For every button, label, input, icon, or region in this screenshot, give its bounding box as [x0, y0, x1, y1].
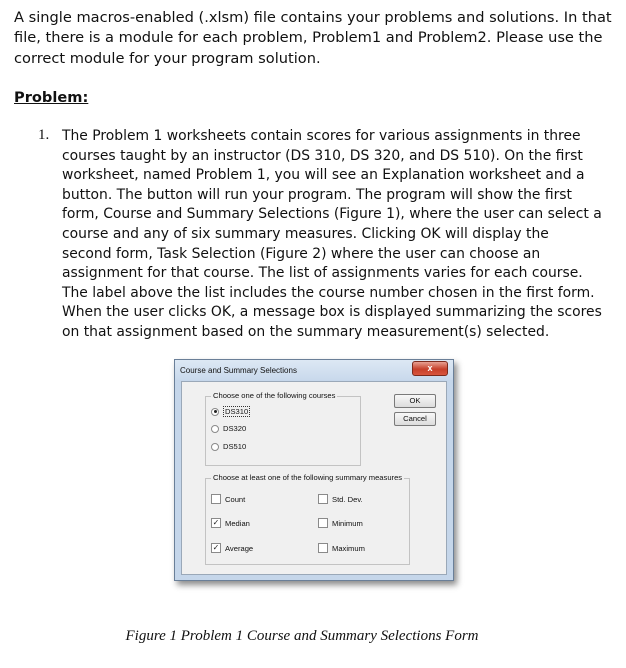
measure-median[interactable] — [211, 518, 250, 528]
measure-label: Count — [225, 494, 246, 504]
figure-caption: Figure 1 Problem 1 Course and Summary Selections Form — [125, 628, 479, 644]
measure-maximum[interactable] — [318, 543, 365, 553]
checkbox[interactable] — [211, 494, 221, 504]
measure-label: Minimum — [332, 518, 363, 528]
measure-label: Std. Dev. — [332, 494, 363, 504]
checkbox[interactable] — [318, 494, 328, 504]
dialog-titlebar — [175, 360, 453, 380]
course-option-label: DS320 — [223, 424, 247, 433]
course-option-ds320[interactable] — [211, 424, 246, 433]
measure-average[interactable] — [211, 543, 253, 553]
radio-button[interactable] — [211, 408, 219, 416]
measure-minimum[interactable] — [318, 518, 363, 528]
checkbox-checked[interactable]: ✓ — [212, 518, 220, 527]
checkbox[interactable] — [318, 543, 328, 553]
course-group-label: Choose one of the following courses — [213, 391, 336, 400]
course-option-label: DS510 — [223, 442, 247, 451]
dialog-client-area — [181, 381, 447, 575]
summary-group — [205, 473, 410, 565]
measure-count[interactable] — [211, 494, 245, 504]
course-option-ds510[interactable] — [211, 442, 246, 451]
checkbox-checked[interactable]: ✓ — [212, 543, 220, 552]
close-button[interactable]: x — [412, 361, 448, 376]
measure-label: Average — [225, 543, 254, 553]
radio-button[interactable] — [211, 443, 219, 451]
course-option-label: DS310 — [225, 407, 249, 416]
radio-button[interactable] — [211, 425, 219, 433]
course-summary-dialog — [174, 359, 454, 581]
intro-paragraph: A single macros-enabled (.xlsm) file contains your problems and solutions. In that file, there is a module for each problem, Problem1 and Problem2. Please use the correct module for your program solution. — [14, 9, 612, 67]
ok-button[interactable]: OK — [394, 394, 436, 408]
problem-1-text: The Problem 1 worksheets contain scores for various assignments in three courses taught by an instructor (DS 310, DS 320, and DS 510). On the first worksheet, named Problem 1, you will see an Explanation worksheet and a button. The button will run your program. The program will show the first form, Course and Summary Selections (Figure 1), where the user can select a course and any of six summary measures. Clicking OK will display the second form, Task Selection (Figure 2) where the user can choose an assignment for that course. The list of assignments varies for each course. The label above the list includes the course number chosen in the first form. When the user clicks OK, a message box is displayed summarizing the scores on that assignment based on the summary measurement(s) selected. — [62, 128, 602, 340]
course-option-ds310[interactable] — [211, 406, 250, 417]
course-group — [205, 391, 361, 466]
summary-group-label: Choose at least one of the following summary measures — [213, 473, 403, 482]
measure-label: Maximum — [332, 543, 365, 553]
list-item-number: 1. — [38, 127, 50, 143]
cancel-button[interactable]: Cancel — [394, 412, 436, 426]
measure-label: Median — [225, 518, 250, 528]
dialog-title: Course and Summary Selections — [180, 366, 297, 375]
measure-std-dev[interactable] — [318, 494, 363, 504]
problem-heading: Problem: — [14, 89, 89, 106]
checkbox[interactable] — [318, 518, 328, 528]
